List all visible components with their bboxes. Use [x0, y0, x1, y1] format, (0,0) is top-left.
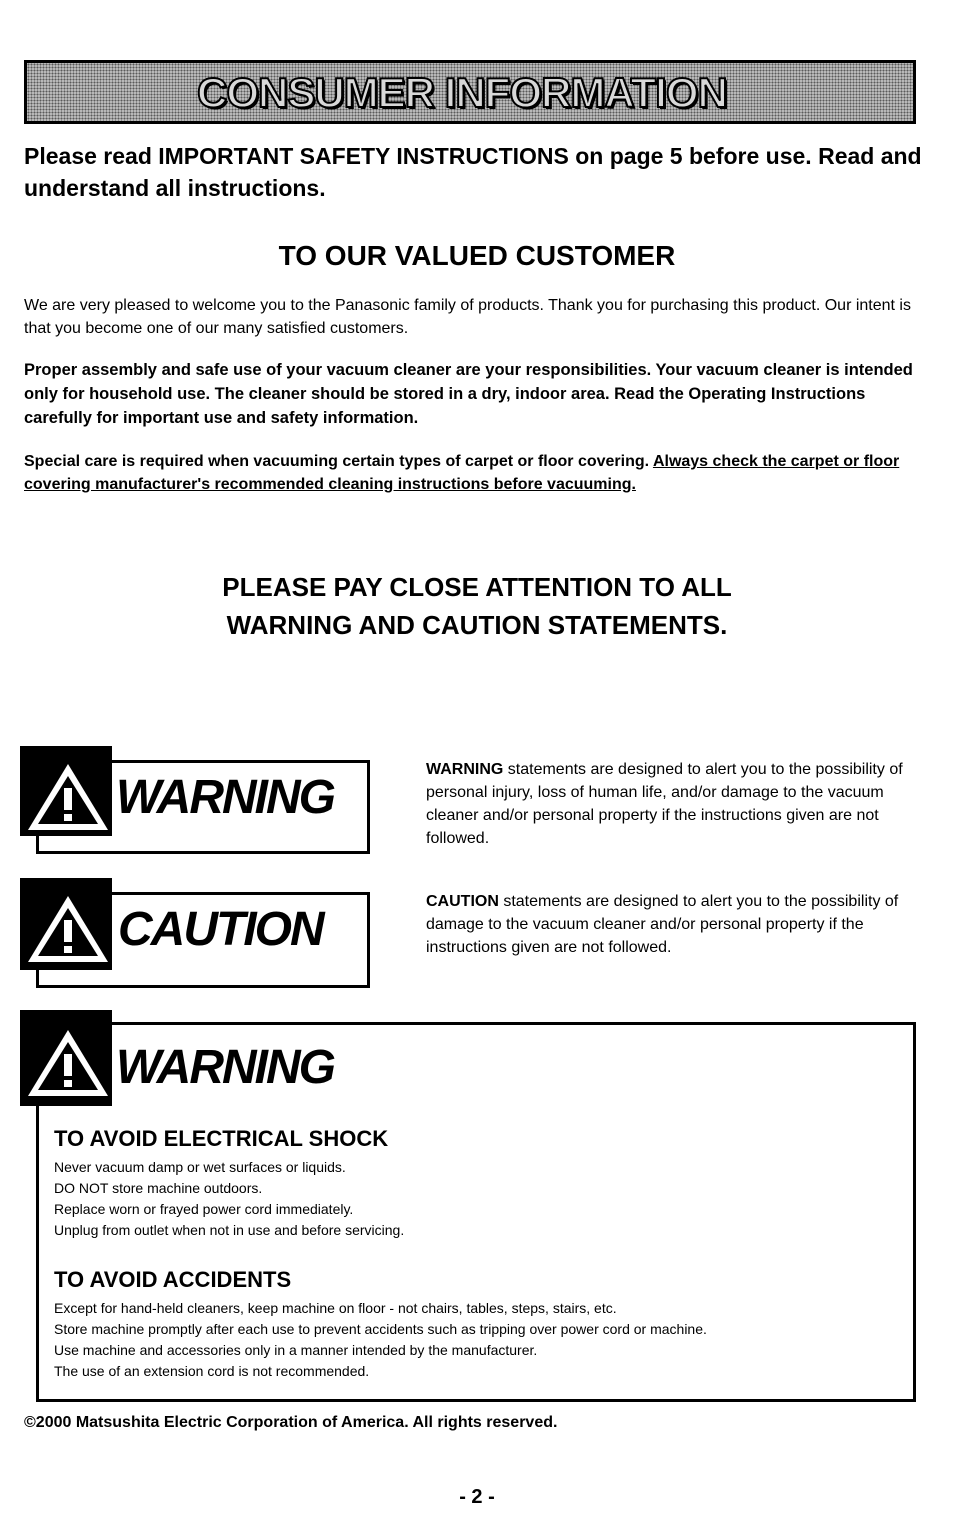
list-item: The use of an extension cord is not recommended.: [54, 1363, 370, 1379]
special-care-paragraph: [24, 450, 919, 496]
warning-description-text: statements are designed to alert you to the possibility of personal injury, loss of human life, and/or damage to the vacuum cleaner and/or personal property if the instructions given are not followed.: [426, 761, 903, 847]
warning-description: [426, 758, 916, 850]
caution-label-word: CAUTION: [118, 903, 323, 956]
list-item: Replace worn or frayed power cord immediately.: [54, 1201, 354, 1217]
page-title: CONSUMER INFORMATION: [197, 69, 727, 116]
list-item: DO NOT store machine outdoors.: [54, 1180, 263, 1196]
caution-description: [426, 890, 916, 959]
list-item: Never vacuum damp or wet surfaces or liquids.: [54, 1159, 346, 1175]
warning-triangle-icon: [26, 760, 110, 832]
big-warning-word: WARNING: [116, 1041, 334, 1094]
valued-customer-heading: TO OUR VALUED CUSTOMER: [278, 240, 676, 271]
responsibility-paragraph: Proper assembly and safe use of your vacuum cleaner are your responsibilities. Your vacuum cleaner is intended only for household use. The cleaner should be stored in a dry, indoor area. Read the Operating Instructions carefully for important use and safety information.: [24, 361, 913, 427]
list-item: Store machine promptly after each use to prevent accidents such as tripping over power cord or machine.: [54, 1321, 707, 1337]
page-number: - 2 -: [459, 1486, 495, 1508]
list-item: Unplug from outlet when not in use and before servicing.: [54, 1222, 405, 1238]
big-warning-triangle-icon: [26, 1026, 110, 1098]
caution-triangle-icon: [26, 892, 110, 964]
caution-description-keyword: CAUTION: [426, 893, 499, 910]
copyright-notice: ©2000 Matsushita Electric Corporation of America. All rights reserved.: [24, 1414, 558, 1431]
special-care-underlined-text: Always check the carpet or floor covering manufacturer's recommended cleaning instructions before vacuuming.: [24, 453, 900, 493]
warning-description-keyword: WARNING: [426, 761, 504, 778]
caution-description-text: statements are designed to alert you to the possibility of damage to the vacuum cleaner and/or personal property if the instructions given are not followed.: [426, 893, 899, 956]
accidents-list: [54, 1298, 904, 1382]
electrical-shock-heading: TO AVOID ELECTRICAL SHOCK: [54, 1126, 389, 1151]
safety-lead-text: Please read IMPORTANT SAFETY INSTRUCTIONS on page 5 before use. Read and understand all instructions.: [24, 143, 922, 201]
list-item: Use machine and accessories only in a manner intended by the manufacturer.: [54, 1342, 538, 1358]
attention-heading: [0, 568, 954, 644]
accidents-heading: TO AVOID ACCIDENTS: [54, 1267, 292, 1292]
special-care-text: Special care is required when vacuuming certain types of carpet or floor covering.: [24, 453, 653, 470]
attention-heading-line-2: WARNING AND CAUTION STATEMENTS.: [226, 610, 728, 640]
welcome-paragraph: We are very pleased to welcome you to the Panasonic family of products. Thank you for purchasing this product. Our intent is that you become one of our many satisfied customers.: [24, 297, 911, 337]
electrical-shock-list: [54, 1157, 904, 1241]
header-banner: [24, 60, 916, 124]
attention-heading-line-1: PLEASE PAY CLOSE ATTENTION TO ALL: [222, 572, 732, 602]
list-item: Except for hand-held cleaners, keep machine on floor - not chairs, tables, steps, stairs, etc.: [54, 1300, 617, 1316]
warning-label-word: WARNING: [116, 771, 334, 824]
